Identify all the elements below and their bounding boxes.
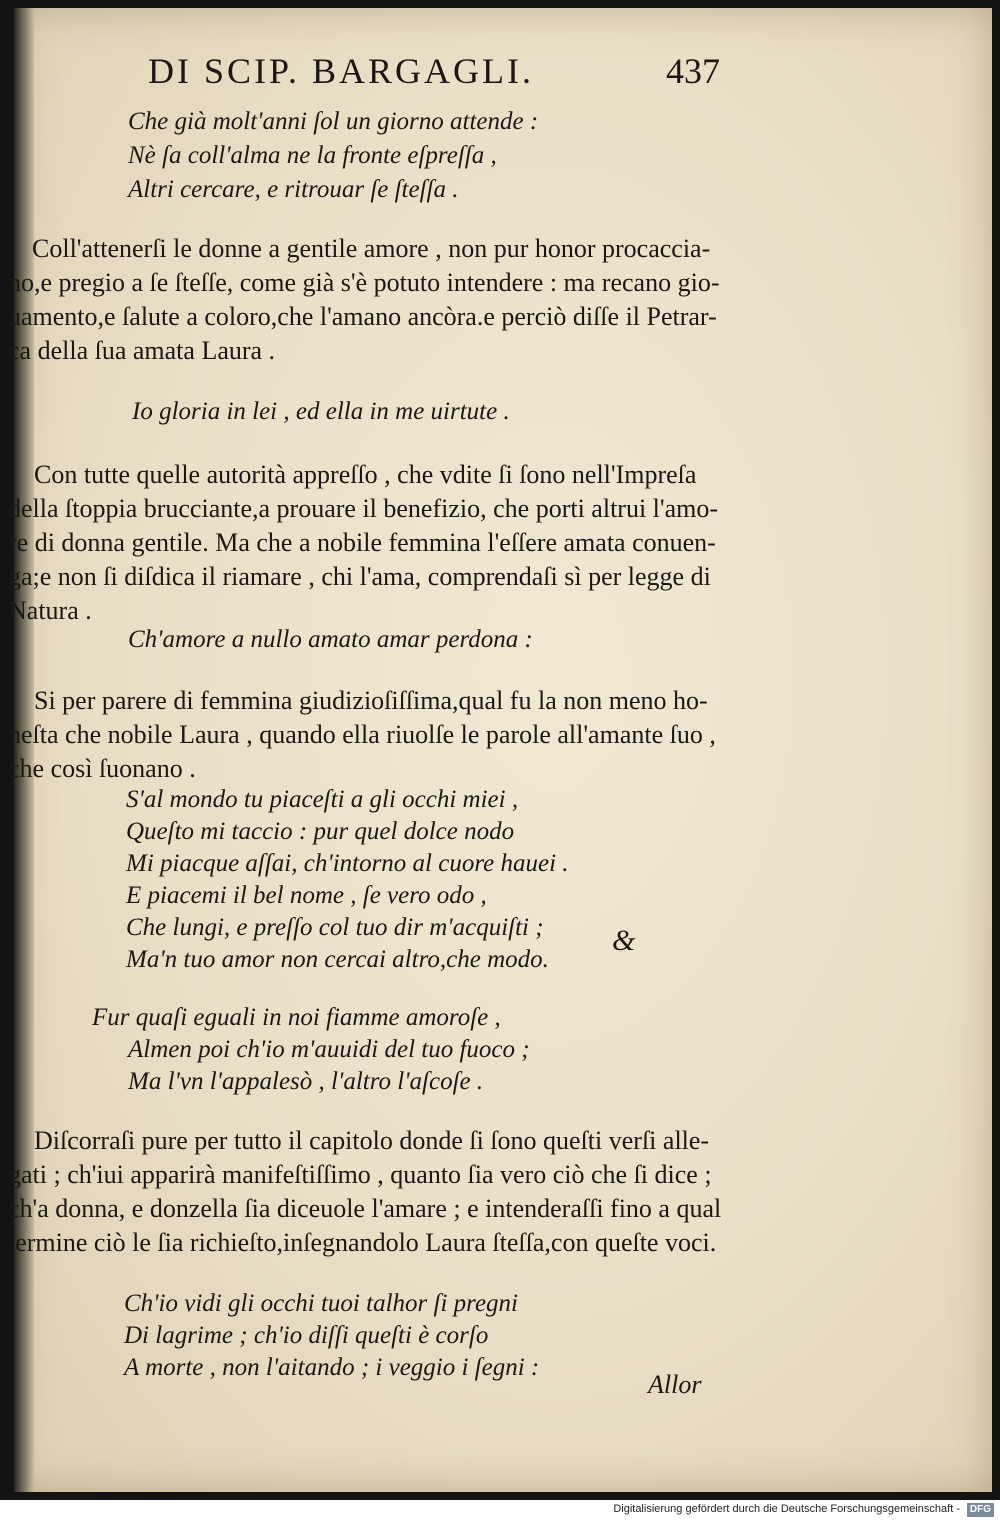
verse-line: Ma l'vn l'appalesò , l'altro l'aſcoſe .: [128, 1068, 484, 1095]
verse-line: Ch'io vidi gli occhi tuoi talhor ſi pregni: [124, 1290, 518, 1317]
verse-line: Almen poi ch'io m'auuidi del tuo fuoco ;: [128, 1036, 530, 1063]
prose-line: termine ciò le ſia richieſto,inſegnandolo Laura ſteſſa,con queſte voci.: [8, 1228, 717, 1257]
footer-bar: [0, 1500, 1000, 1520]
verse-line: Che lungi, e preſſo col tuo dir m'acquiſti ;: [126, 914, 544, 941]
book-page: [14, 8, 992, 1492]
verse-line: Altri cercare, e ritrouar ſe ſteſſa .: [128, 176, 459, 203]
verse-line: Che già molt'anni ſol un giorno attende :: [128, 108, 539, 135]
dfg-logo: DFG: [967, 1503, 994, 1517]
prose-line: no,e pregio a ſe ſteſſe, come già s'è potuto intendere : ma recano gio-: [8, 268, 720, 297]
prose-line: re di donna gentile. Ma che a nobile femmina l'eſſere amata conuen-: [8, 528, 716, 557]
prose-line: Diſcorraſi pure per tutto il capitolo donde ſi ſono queſti verſi alle-: [34, 1126, 710, 1155]
verse-line: Fur quaſi eguali in noi fiamme amoroſe ,: [92, 1004, 501, 1031]
prose-line: che così ſuonano .: [8, 754, 196, 783]
verse-line: Queſto mi taccio : pur quel dolce nodo: [126, 818, 515, 845]
running-head: DI SCIP. BARGAGLI.: [148, 51, 535, 91]
verse-line: Ch'amore a nullo amato amar perdona :: [128, 626, 533, 653]
prose-line: uamento,e ſalute a coloro,che l'amano ancòra.e perciò diſſe il Petrar-: [8, 302, 717, 331]
prose-line: ca della ſua amata Laura .: [8, 336, 276, 365]
prose-line: Coll'attenerſi le donne a gentile amore , non pur honor procaccia-: [32, 234, 711, 263]
prose-line: neſta che nobile Laura , quando ella riuolſe le parole all'amante ſuo ,: [8, 720, 716, 749]
verse-line: S'al mondo tu piaceſti a gli occhi miei ,: [126, 786, 519, 813]
catchword: Allor: [648, 1370, 702, 1399]
verse-line: Ma'n tuo amor non cercai altro,che modo.: [126, 946, 549, 973]
funding-credit: Digitalisierung gefördert durch die Deutsche Forschungsgemeinschaft -: [613, 1503, 960, 1515]
prose-line: Si per parere di femmina giudizioſiſſima,qual fu la non meno ho-: [34, 686, 708, 715]
prose-line: della ſtoppia brucciante,a prouare il benefizio, che porti altrui l'amo-: [8, 494, 718, 523]
verse-line: Nè ſa coll'alma ne la fronte eſpreſſa ,: [128, 142, 497, 169]
page-number: 437: [666, 51, 720, 91]
verse-line: A morte , non l'aitando ; i veggio i ſegni :: [124, 1354, 540, 1381]
prose-line: Natura .: [8, 596, 92, 625]
verse-line: Io gloria in lei , ed ella in me uirtute .: [132, 398, 510, 425]
prose-line: gati ; ch'iui apparirà manifeſtiſſimo , quanto ſia vero ciò che ſi dice ;: [8, 1160, 712, 1189]
ampersand-mark: &: [612, 924, 636, 957]
prose-line: Con tutte quelle autorità appreſſo , che vdite ſi ſono nell'Impreſa: [34, 460, 697, 489]
book-spine: [14, 8, 34, 1492]
verse-line: Di lagrime ; ch'io diſſi queſti è corſo: [124, 1322, 489, 1349]
verse-line: Mi piacque aſſai, ch'intorno al cuore hauei .: [126, 850, 569, 877]
prose-line: ch'a donna, e donzella ſia diceuole l'amare ; e intenderaſſi fino a qual: [8, 1194, 722, 1223]
prose-line: ga;e non ſi diſdica il riamare , chi l'ama, comprendaſi sì per legge di: [8, 562, 711, 591]
verse-line: E piacemi il bel nome , ſe vero odo ,: [126, 882, 487, 909]
